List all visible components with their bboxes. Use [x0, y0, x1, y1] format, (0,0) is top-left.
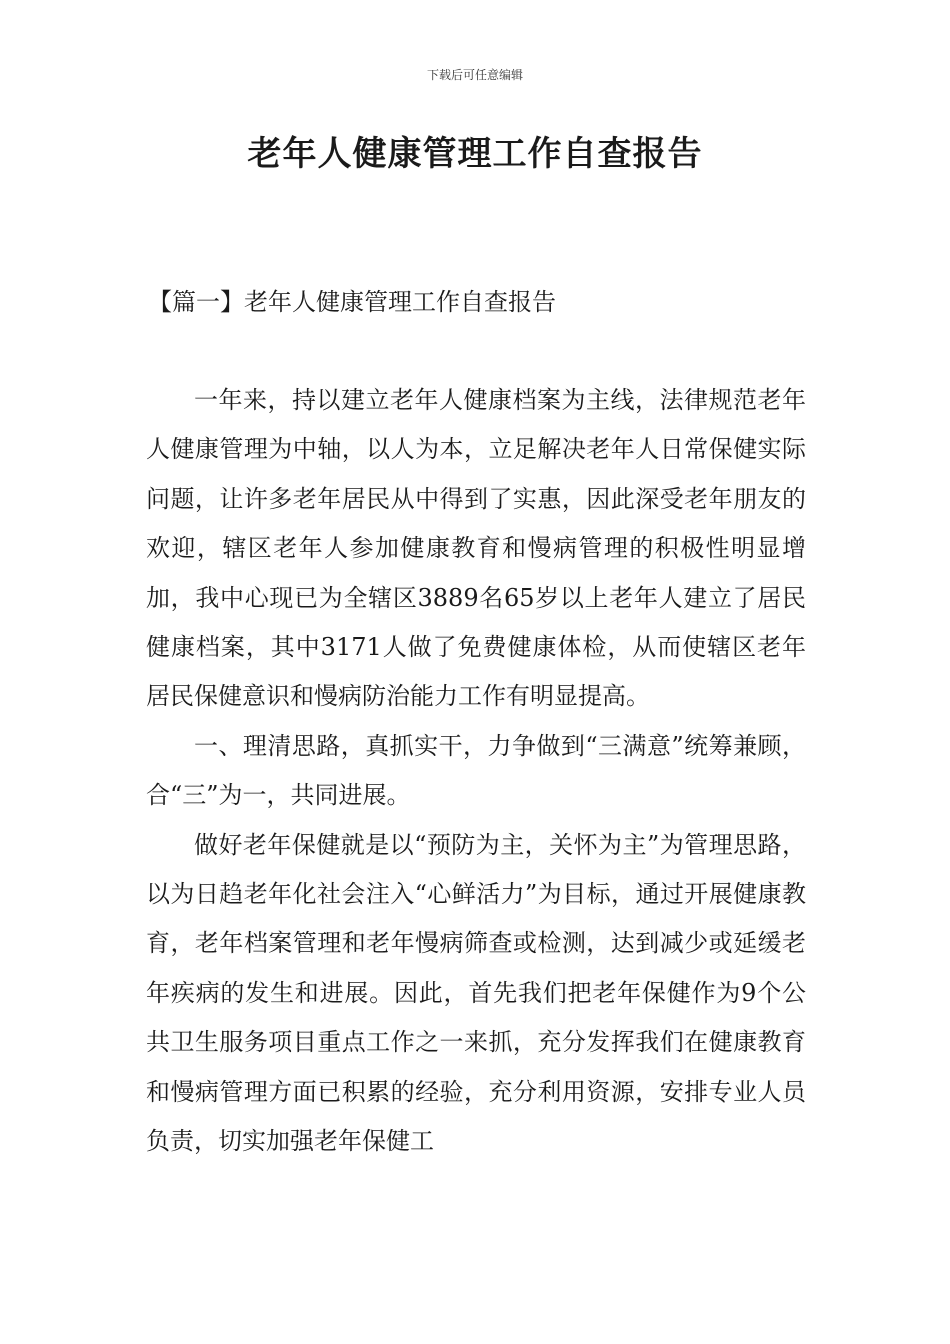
header-note: 下载后可任意编辑	[426, 68, 523, 82]
body-paragraph: 一、理清思路，真抓实干，力争做到“三满意”统筹兼顾，合“三”为一，共同进展。	[146, 731, 806, 810]
body-paragraph: 做好老年保健就是以“预防为主，关怀为主”为管理思路，以为日趋老年化社会注入“心鲜活力”为目标，通过开展健康教育，老年档案管理和老年慢病筛查或检测，达到减少或延缓老年疾病的发生和进展。因此，首先我们把老年保健作为9个公共卫生服务项目重点工作之一来抓，充分发挥我们在健康教育和慢病管理方面已积累的经验，充分利用资源，安排专业人员负责，切实加强老年保健工	[146, 830, 806, 1156]
section-heading: 【篇一】老年人健康管理工作自查报告	[148, 288, 556, 316]
body-paragraph: 一年来，持以建立老年人健康档案为主线，法律规范老年人健康管理为中轴，以人为本，立足解决老年人日常保健实际问题，让许多老年居民从中得到了实惠，因此深受老年朋友的欢迎，辖区老年人参加健康教育和慢病管理的积极性明显增加，我中心现已为全辖区3889名65岁以上老年人建立了居民健康档案，其中3171人做了免费健康体检，从而使辖区老年居民保健意识和慢病防治能力工作有明显提高。	[146, 386, 806, 711]
document-title: 老年人健康管理工作自查报告	[247, 134, 703, 174]
document-body	[146, 376, 806, 1167]
